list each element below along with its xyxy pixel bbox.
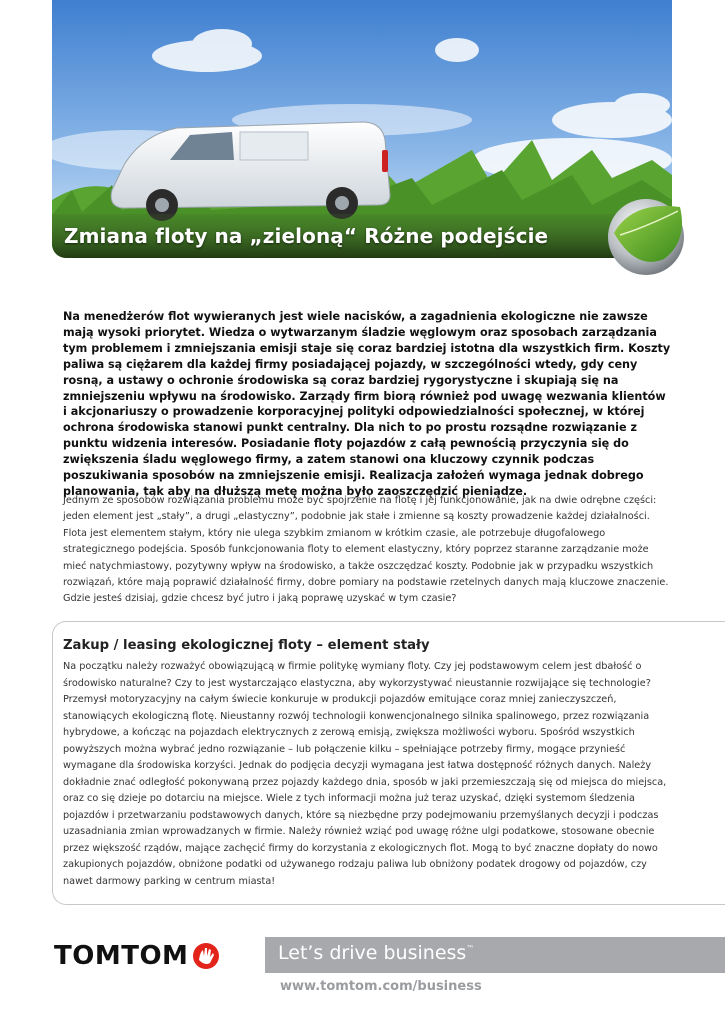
tomtom-logo[interactable] xyxy=(54,939,221,973)
website-link[interactable]: www.tomtom.com/business xyxy=(280,979,482,994)
intro-paragraph: Jednym ze sposobów rozwiązania problemu może być spojrzenie na flotę i jej funkcjonowanie, jak na dwie odrębne części: jeden element jest „stały”, a drugi „elastyczny”, podobnie jak stałe i zmienne są koszty prowadzenie każdej działalności. Flota jest elementem stałym, który nie ulega szybkim zmianom w krótkim czasie, ale potrzebuje długofalowego strategicznego podejścia. Sposób funkcjonowania floty to element elastyczny, który poprzez staranne zarządzanie może mieć natychmiastowy, pozytywny wpływ na środowisko, a także oszczędzać koszty. Podobnie jak w przypadku wszystkich rozwiązań, które mają poprawić działalność firmy, dobre pomiary na podstawie rzetelnych danych mają kluczowe znaczenie. Gdzie jesteś dzisiaj, gdzie chcesz być jutro i jaką poprawę uzyskać w tym czasie? xyxy=(63,495,669,605)
van-illustration xyxy=(111,122,390,221)
section-title: Zakup / leasing ekologicznej floty – element stały xyxy=(63,638,430,653)
tagline: Let’s drive business™ xyxy=(278,942,475,964)
logo-text: TOMTOM xyxy=(54,941,189,971)
hero-banner xyxy=(52,0,672,258)
lead-paragraph: Na menedżerów flot wywieranych jest wiele nacisków, a zagadnienia ekologiczne nie zawsze mają wysoki priorytet. Wiedza o wytwarzanym śladzie węglowym oraz sposobach zarządzania tym problemem i zmniejszania emisji staje się coraz bardziej istotna dla wszystkich firm. Koszty paliwa są ciężarem dla każdej firmy posiadającej pojazdy, w szczególności wtedy, gdy ceny rosną, a ustawy o ochronie środowiska są coraz bardziej rygorystyczne i skupiają się na zmniejszeniu wpływu na środowisko. Zarządy firm biorą również pod uwagę wezwania klientów i akcjonariuszy o prowadzenie korporacyjnej polityki odpowiedzialności społecznej, w której ochrona środowiska stanowi punkt centralny. Dla nich to po prostu rozsądne rozwiązanie z punktu widzenia interesów. Posiadanie floty pojazdów z całą pewnością przyczynia się do zwiększenia śladu węglowego firmy, a zatem stanowi ona kluczowy czynnik podczas poszukiwania sposobów na zmniejszenie emisji. Realizacja założeń wymaga jednak dobrego planowania, tak aby na dłuższą metę można było zaoszczędzić pieniądze. xyxy=(63,310,671,498)
section-body: Na początku należy rozważyć obowiązującą w firmie politykę wymiany floty. Czy jej podstawowym celem jest dbałość o środowisko naturalne? Czy to jest wystarczająco elastyczna, aby wykorzystywać nieustannie rozwijające się technologie? Przemysł motoryzacyjny na całym świecie konkuruje w produkcji pojazdów emitujące coraz mniej zanieczyszczeń, stanowiących ekologiczną flotę. Nieustanny rozwój technologii konwencjonalnego silnika spalinowego, przez rozwiązania hybrydowe, a kończąc na pojazdach elektrycznych z zerową emisją, zwiększa możliwości wyboru. Spośród wszystkich powyższych można wybrać jedno rozwiązanie – lub połączenie kilku – spełniające potrzeby firmy, mogące przynieść wymagane dla środowiska korzyści. Jednak do podjęcia decyzji wymagana jest łatwa dostępność różnych danych. Należy dokładnie znać odległość pokonywaną przez pojazdy każdego dnia, sposób w jaki przemieszczają się od miejsca do miejsca, oraz co się dzieje po dotarciu na miejsce. Wiele z tych informacji można już teraz uzyskać, dzięki systemom śledzenia pojazdów i przetwarzaniu podstawowych danych, które są niezbędne przy podejmowaniu przemyślanych decyzji i podczas uzasadniania zmian wprowadzanych w firmie. Należy również wziąć pod uwagę różne ulgi podatkowe, stosowane obecnie przez większość rządów, mające zachęcić firmy do korzystania z ekologicznych flot. Mogą to być znaczne dopłaty do nowo zakupionych pojazdów, obniżone podatki od używanego rodzaju paliwa lub obniżony podatek drogowy od pojazdów, czy nawet darmowy parking w centrum miasta! xyxy=(63,661,667,887)
leaf-globe-icon xyxy=(602,193,694,279)
page-title: Zmiana floty na „zieloną“ Różne podejście xyxy=(64,224,549,248)
hand-logo-icon xyxy=(191,942,221,970)
hero-image xyxy=(52,0,672,258)
